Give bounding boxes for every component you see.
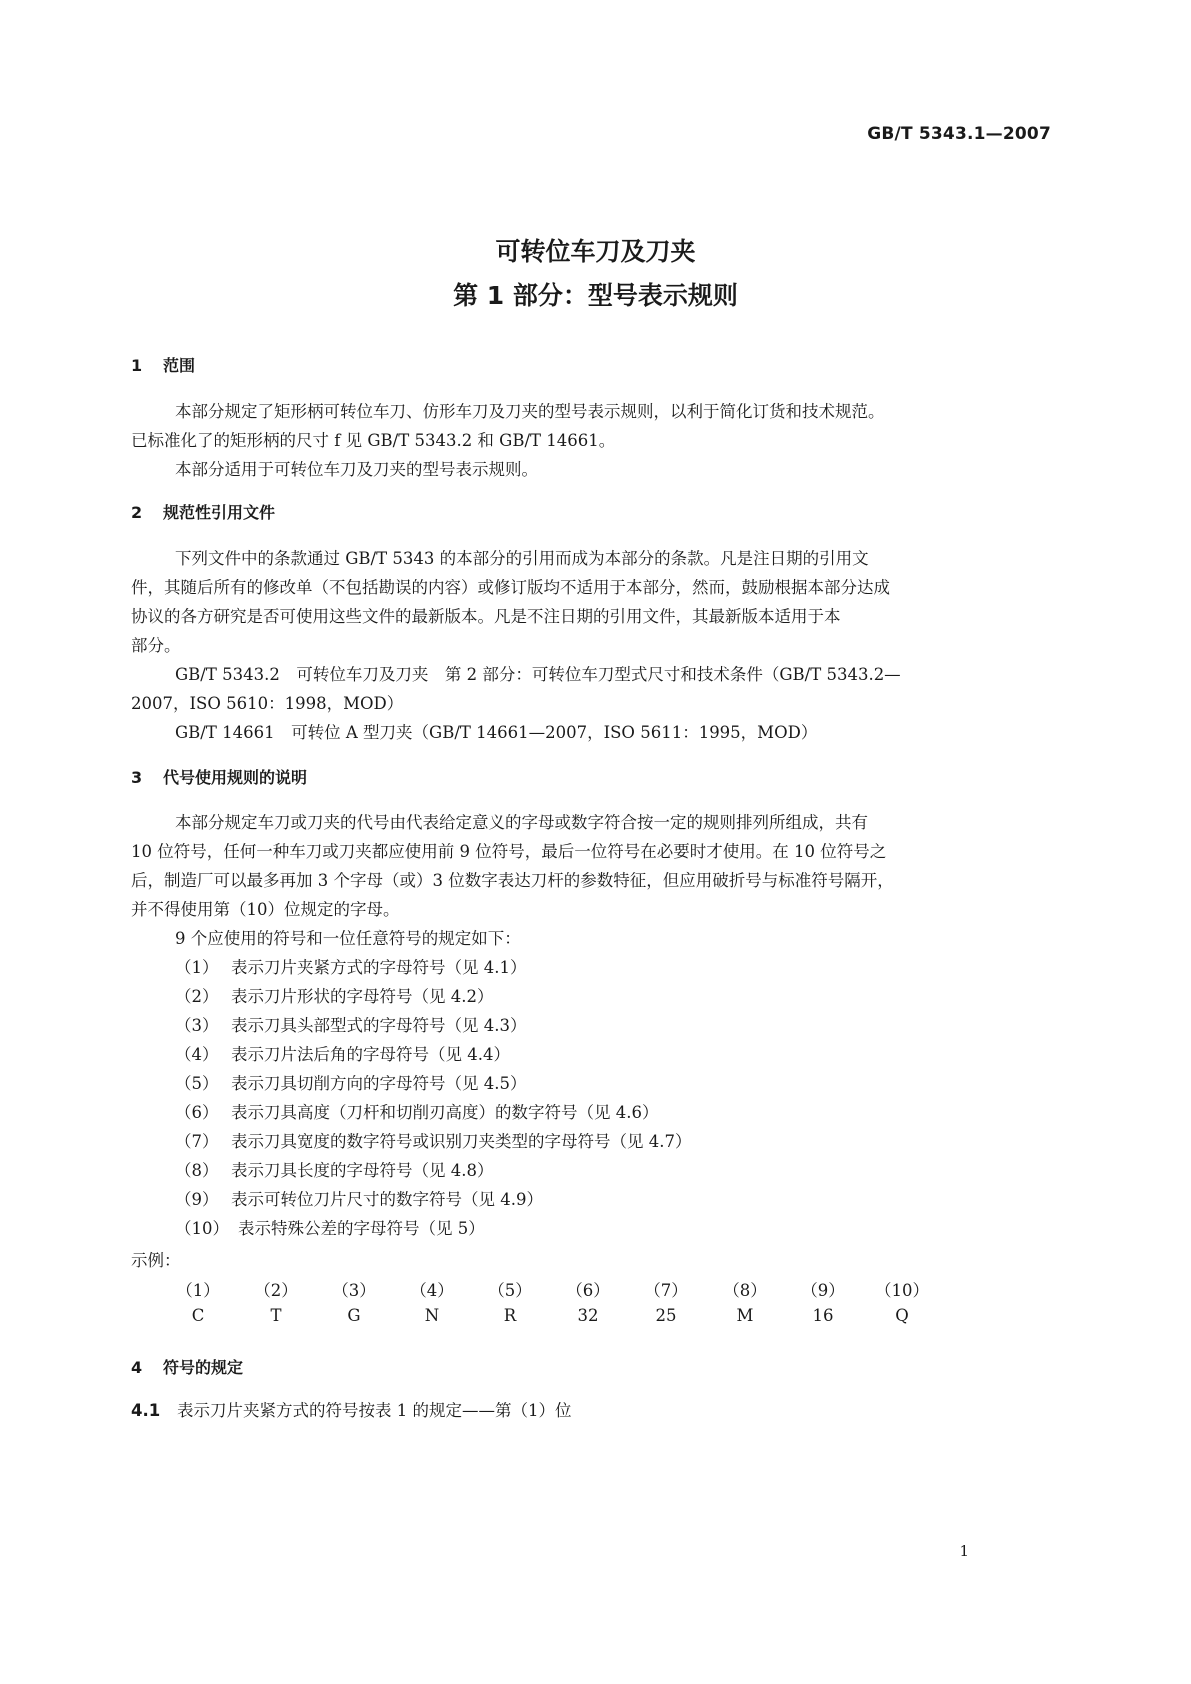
example-position: （2） (254, 1281, 298, 1300)
paragraph: 协议的各方研究是否可使用这些文件的最新版本。凡是不注日期的引用文件，其最新版本适用于本 (131, 607, 841, 626)
page-number: 1 (959, 1542, 969, 1560)
section-title: 范围 (163, 356, 196, 375)
example-position: （7） (644, 1281, 688, 1300)
reference-entry: 2007，ISO 5610：1998，MOD） (131, 694, 404, 713)
example-position: （1） (176, 1281, 220, 1300)
example-code: T (270, 1306, 282, 1325)
subsection-number: 4.1 (131, 1401, 161, 1420)
section-number: 1 (131, 356, 143, 375)
example-code: 32 (577, 1306, 599, 1325)
paragraph: 本部分规定了矩形柄可转位车刀、仿形车刀及刀夹的型号表示规则，以利于简化订货和技术规范。 (175, 402, 885, 421)
example-code: M (736, 1306, 754, 1325)
section-title: 代号使用规则的说明 (163, 768, 308, 787)
example-position: （8） (723, 1281, 767, 1300)
reference-entry: GB/T 14661 可转位 A 型刀夹（GB/T 14661—2007，ISO 5611：1995，MOD） (175, 723, 818, 742)
list-item: （10） 表示特殊公差的字母符号（见 5） (175, 1219, 485, 1238)
standard-number: GB/T 5343.1—2007 (867, 124, 1051, 144)
section-title: 规范性引用文件 (163, 503, 276, 522)
example-code: Q (895, 1306, 909, 1325)
example-position: （9） (801, 1281, 845, 1300)
list-item: （5） 表示刀具切削方向的字母符号（见 4.5） (175, 1074, 527, 1093)
paragraph: 9 个应使用的符号和一位任意符号的规定如下： (175, 929, 521, 948)
list-item: （8） 表示刀具长度的字母符号（见 4.8） (175, 1161, 494, 1180)
paragraph: 并不得使用第（10）位规定的字母。 (131, 900, 400, 919)
document-title: 可转位车刀及刀夹 (495, 237, 696, 266)
example-code: R (503, 1306, 517, 1325)
reference-entry: GB/T 5343.2 可转位车刀及刀夹 第 2 部分：可转位车刀型式尺寸和技术条件（GB/T 5343.2— (175, 665, 901, 684)
subsection-text: 表示刀片夹紧方式的符号按表 1 的规定——第（1）位 (177, 1401, 572, 1420)
paragraph: 本部分规定车刀或刀夹的代号由代表给定意义的字母或数字符合按一定的规则排列所组成，共有 (175, 813, 868, 832)
example-code: C (191, 1306, 205, 1325)
list-item: （2） 表示刀片形状的字母符号（见 4.2） (175, 987, 494, 1006)
example-position: （5） (488, 1281, 532, 1300)
example-position: （3） (332, 1281, 376, 1300)
list-item: （4） 表示刀片法后角的字母符号（见 4.4） (175, 1045, 510, 1064)
list-item: （7） 表示刀具宽度的数字符号或识别刀夹类型的字母符号（见 4.7） (175, 1132, 692, 1151)
paragraph: 下列文件中的条款通过 GB/T 5343 的本部分的引用而成为本部分的条款。凡是注日期的引用文 (175, 549, 869, 568)
example-label: 示例： (131, 1251, 181, 1270)
section-3-heading (131, 765, 307, 788)
example-code: 16 (812, 1306, 834, 1325)
paragraph: 本部分适用于可转位车刀及刀夹的型号表示规则。 (175, 460, 538, 479)
list-item: （9） 表示可转位刀片尺寸的数字符号（见 4.9） (175, 1190, 543, 1209)
section-title: 符号的规定 (163, 1358, 244, 1377)
list-item: （6） 表示刀具高度（刀杆和切削刃高度）的数字符号（见 4.6） (175, 1103, 659, 1122)
section-4-heading (131, 1355, 243, 1378)
list-item: （1） 表示刀片夹紧方式的字母符号（见 4.1） (175, 958, 527, 977)
paragraph: 件，其随后所有的修改单（不包括勘误的内容）或修订版均不适用于本部分，然而，鼓励根据本部分达成 (131, 578, 890, 597)
document-subtitle: 第 1 部分：型号表示规则 (453, 281, 738, 310)
example-code: G (347, 1306, 361, 1325)
example-position: （6） (566, 1281, 610, 1300)
section-2-heading (131, 500, 275, 523)
paragraph: 后，制造厂可以最多再加 3 个字母（或）3 位数字表达刀杆的参数特征，但应用破折号与标准符号隔开， (131, 871, 894, 890)
section-number: 2 (131, 503, 143, 522)
paragraph: 10 位符号，任何一种车刀或刀夹都应使用前 9 位符号，最后一位符号在必要时才使用。在 10 位符号之 (131, 842, 887, 861)
list-item: （3） 表示刀具头部型式的字母符号（见 4.3） (175, 1016, 527, 1035)
section-number: 3 (131, 768, 143, 787)
example-position: （4） (410, 1281, 454, 1300)
section-1-heading (131, 353, 195, 376)
paragraph: 部分。 (131, 636, 181, 655)
example-code: 25 (655, 1306, 677, 1325)
example-position: （10） (875, 1281, 929, 1300)
subsection-4-1 (131, 1397, 572, 1421)
example-code: N (424, 1306, 440, 1325)
section-number: 4 (131, 1358, 143, 1377)
paragraph: 已标准化了的矩形柄的尺寸 f 见 GB/T 5343.2 和 GB/T 14661。 (131, 431, 616, 450)
